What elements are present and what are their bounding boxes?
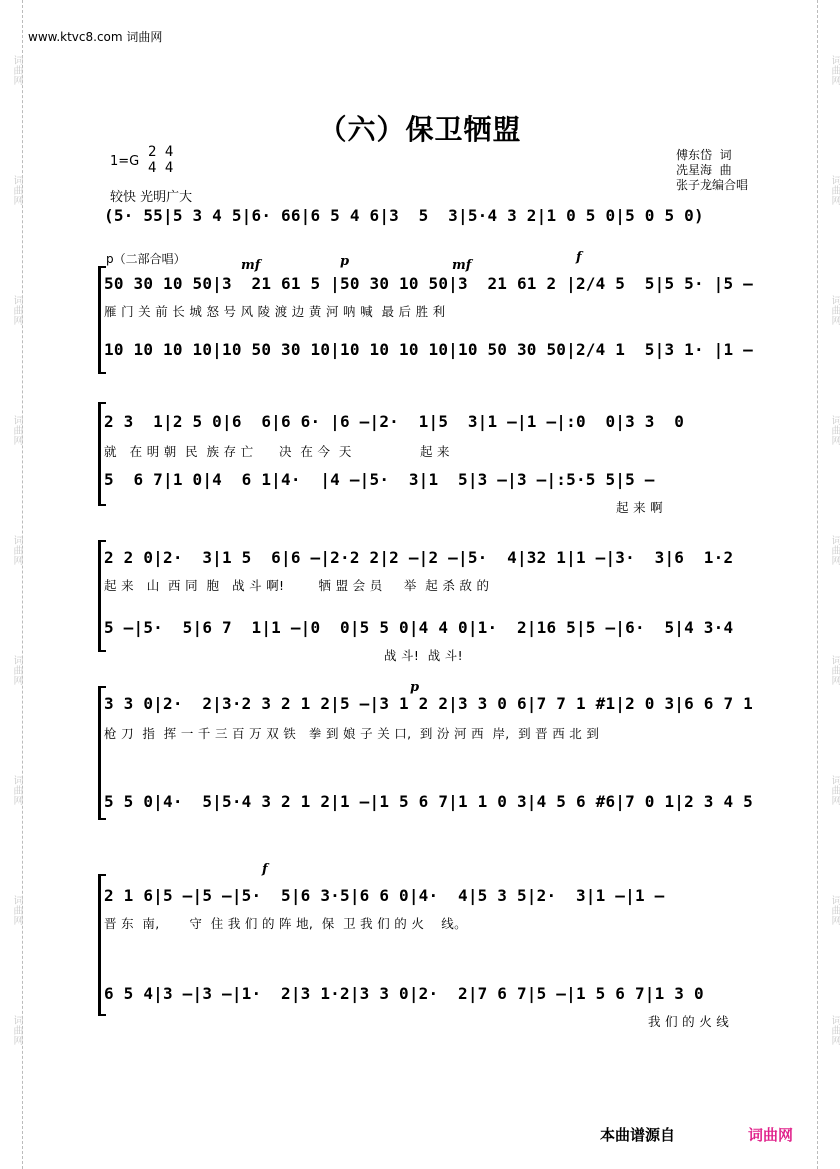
- right-watermark-strip: [817, 0, 840, 1169]
- upper-lyrics: 就 在 明 朝 民 族 存 亡 决 在 今 天 起 来: [104, 444, 450, 459]
- lower-voice-line: 6 5 4|3 –|3 –|1· 2|3 1·2|3 3 0|2· 2|7 6 7|5 –|1 5 6 7|1 3 0: [104, 984, 704, 1003]
- watermark: 词曲网: [11, 775, 22, 805]
- lyricist-credit: 傅东岱 词: [676, 148, 732, 162]
- watermark: 词曲网: [829, 775, 840, 805]
- watermark: 词曲网: [11, 415, 22, 445]
- watermark: 词曲网: [11, 55, 22, 85]
- intro-line: (5· 55|5 3 4 5|6· 66|6 5 4 6|3 5 3|5·4 3 2|1 0 5 0|5 0 5 0): [104, 206, 704, 225]
- watermark: 词曲网: [829, 535, 840, 565]
- lower-voice-line: 5 5 0|4· 5|5·4 3 2 1 2|1 –|1 5 6 7|1 1 0 3|4 5 6 #6|7 0 1|2 3 4 5: [104, 792, 753, 811]
- upper-voice-line: 50 30 10 50|3 21 61 5 |50 30 10 50|3 21 61 2 |2/4 5 5|5 5· |5 –: [104, 274, 753, 293]
- lower-voice-line: 10 10 10 10|10 50 30 10|10 10 10 10|10 50 30 50|2/4 1 5|3 1· |1 –: [104, 340, 753, 359]
- dynamic-marking: f: [576, 250, 582, 265]
- time-signature: [148, 144, 173, 176]
- lower-lyrics: 我 们 的 火 线: [648, 1014, 730, 1029]
- upper-voice-line: 2 2 0|2· 3|1 5 6|6 –|2·2 2|2 –|2 –|5· 4|32 1|1 –|3· 3|6 1·2: [104, 548, 734, 567]
- dynamic-marking: mf: [241, 258, 261, 273]
- time-signature-bottom: 4 4: [148, 160, 174, 176]
- site-url[interactable]: www.ktvc8.com 词曲网: [28, 30, 163, 44]
- upper-voice-line: 2 1 6|5 –|5 –|5· 5|6 3·5|6 6 0|4· 4|5 3 5|2· 3|1 –|1 –: [104, 886, 665, 905]
- watermark: 词曲网: [829, 415, 840, 445]
- watermark: 词曲网: [829, 55, 840, 85]
- lower-voice-line: 5 –|5· 5|6 7 1|1 –|0 0|5 5 0|4 4 0|1· 2|16 5|5 –|6· 5|4 3·4: [104, 618, 734, 637]
- dynamic-marking: p: [340, 254, 350, 269]
- time-signature-top: 2 4: [148, 144, 174, 160]
- footer-brand-logo[interactable]: 词曲网: [748, 1126, 794, 1144]
- upper-lyrics: 枪 刀 指 挥 一 千 三 百 万 双 铁 拳 到 娘 子 关 口, 到 汾 河 西 岸, 到 晋 西 北 到: [104, 726, 600, 741]
- lower-lyrics: 起 来 啊: [616, 500, 663, 515]
- dynamic-marking: p: [410, 680, 420, 695]
- watermark: 词曲网: [829, 295, 840, 325]
- lower-lyrics: 战 斗! 战 斗!: [384, 648, 463, 663]
- upper-voice-line: 2 3 1|2 5 0|6 6|6 6· |6 –|2· 1|5 3|1 –|1 –|:0 0|3 3 0: [104, 412, 685, 431]
- upper-voice-line: 3 3 0|2· 2|3·2 3 2 1 2|5 –|3 1 2 2|3 3 0 6|7 7 1 #1|2 0 3|6 6 7 1: [104, 694, 753, 713]
- page-title: （六）保卫牺盟: [318, 113, 522, 146]
- footer-source-label: 本曲谱源自: [600, 1126, 676, 1144]
- watermark: 词曲网: [11, 895, 22, 925]
- performance-annotation: p（二部合唱）: [106, 252, 186, 266]
- watermark: 词曲网: [11, 1015, 22, 1045]
- watermark: 词曲网: [11, 655, 22, 685]
- tempo-marking: 较快 光明广大: [110, 190, 193, 205]
- key-signature: 1=G: [110, 154, 140, 169]
- upper-lyrics: 雁 门 关 前 长 城 怒 号 风 陵 渡 边 黄 河 呐 喊 最 后 胜 利: [104, 304, 446, 319]
- dynamic-marking: mf: [452, 258, 472, 273]
- arranger-credit: 张子龙编合唱: [676, 178, 749, 192]
- watermark: 词曲网: [11, 175, 22, 205]
- left-watermark-strip: [0, 0, 23, 1169]
- watermark: 词曲网: [829, 175, 840, 205]
- lower-voice-line: 5 6 7|1 0|4 6 1|4· |4 –|5· 3|1 5|3 –|3 –|:5·5 5|5 –: [104, 470, 655, 489]
- watermark: 词曲网: [829, 655, 840, 685]
- watermark: 词曲网: [11, 295, 22, 325]
- watermark: 词曲网: [11, 535, 22, 565]
- upper-lyrics: 起 来 山 西 同 胞 战 斗 啊! 牺 盟 会 员 举 起 杀 敌 的: [104, 578, 490, 593]
- upper-lyrics: 晋 东 南, 守 住 我 们 的 阵 地, 保 卫 我 们 的 火 线。: [104, 916, 467, 931]
- composer-credit: 冼星海 曲: [676, 163, 732, 177]
- credits: [676, 148, 748, 193]
- dynamic-marking: f: [262, 862, 268, 877]
- watermark: 词曲网: [829, 895, 840, 925]
- watermark: 词曲网: [829, 1015, 840, 1045]
